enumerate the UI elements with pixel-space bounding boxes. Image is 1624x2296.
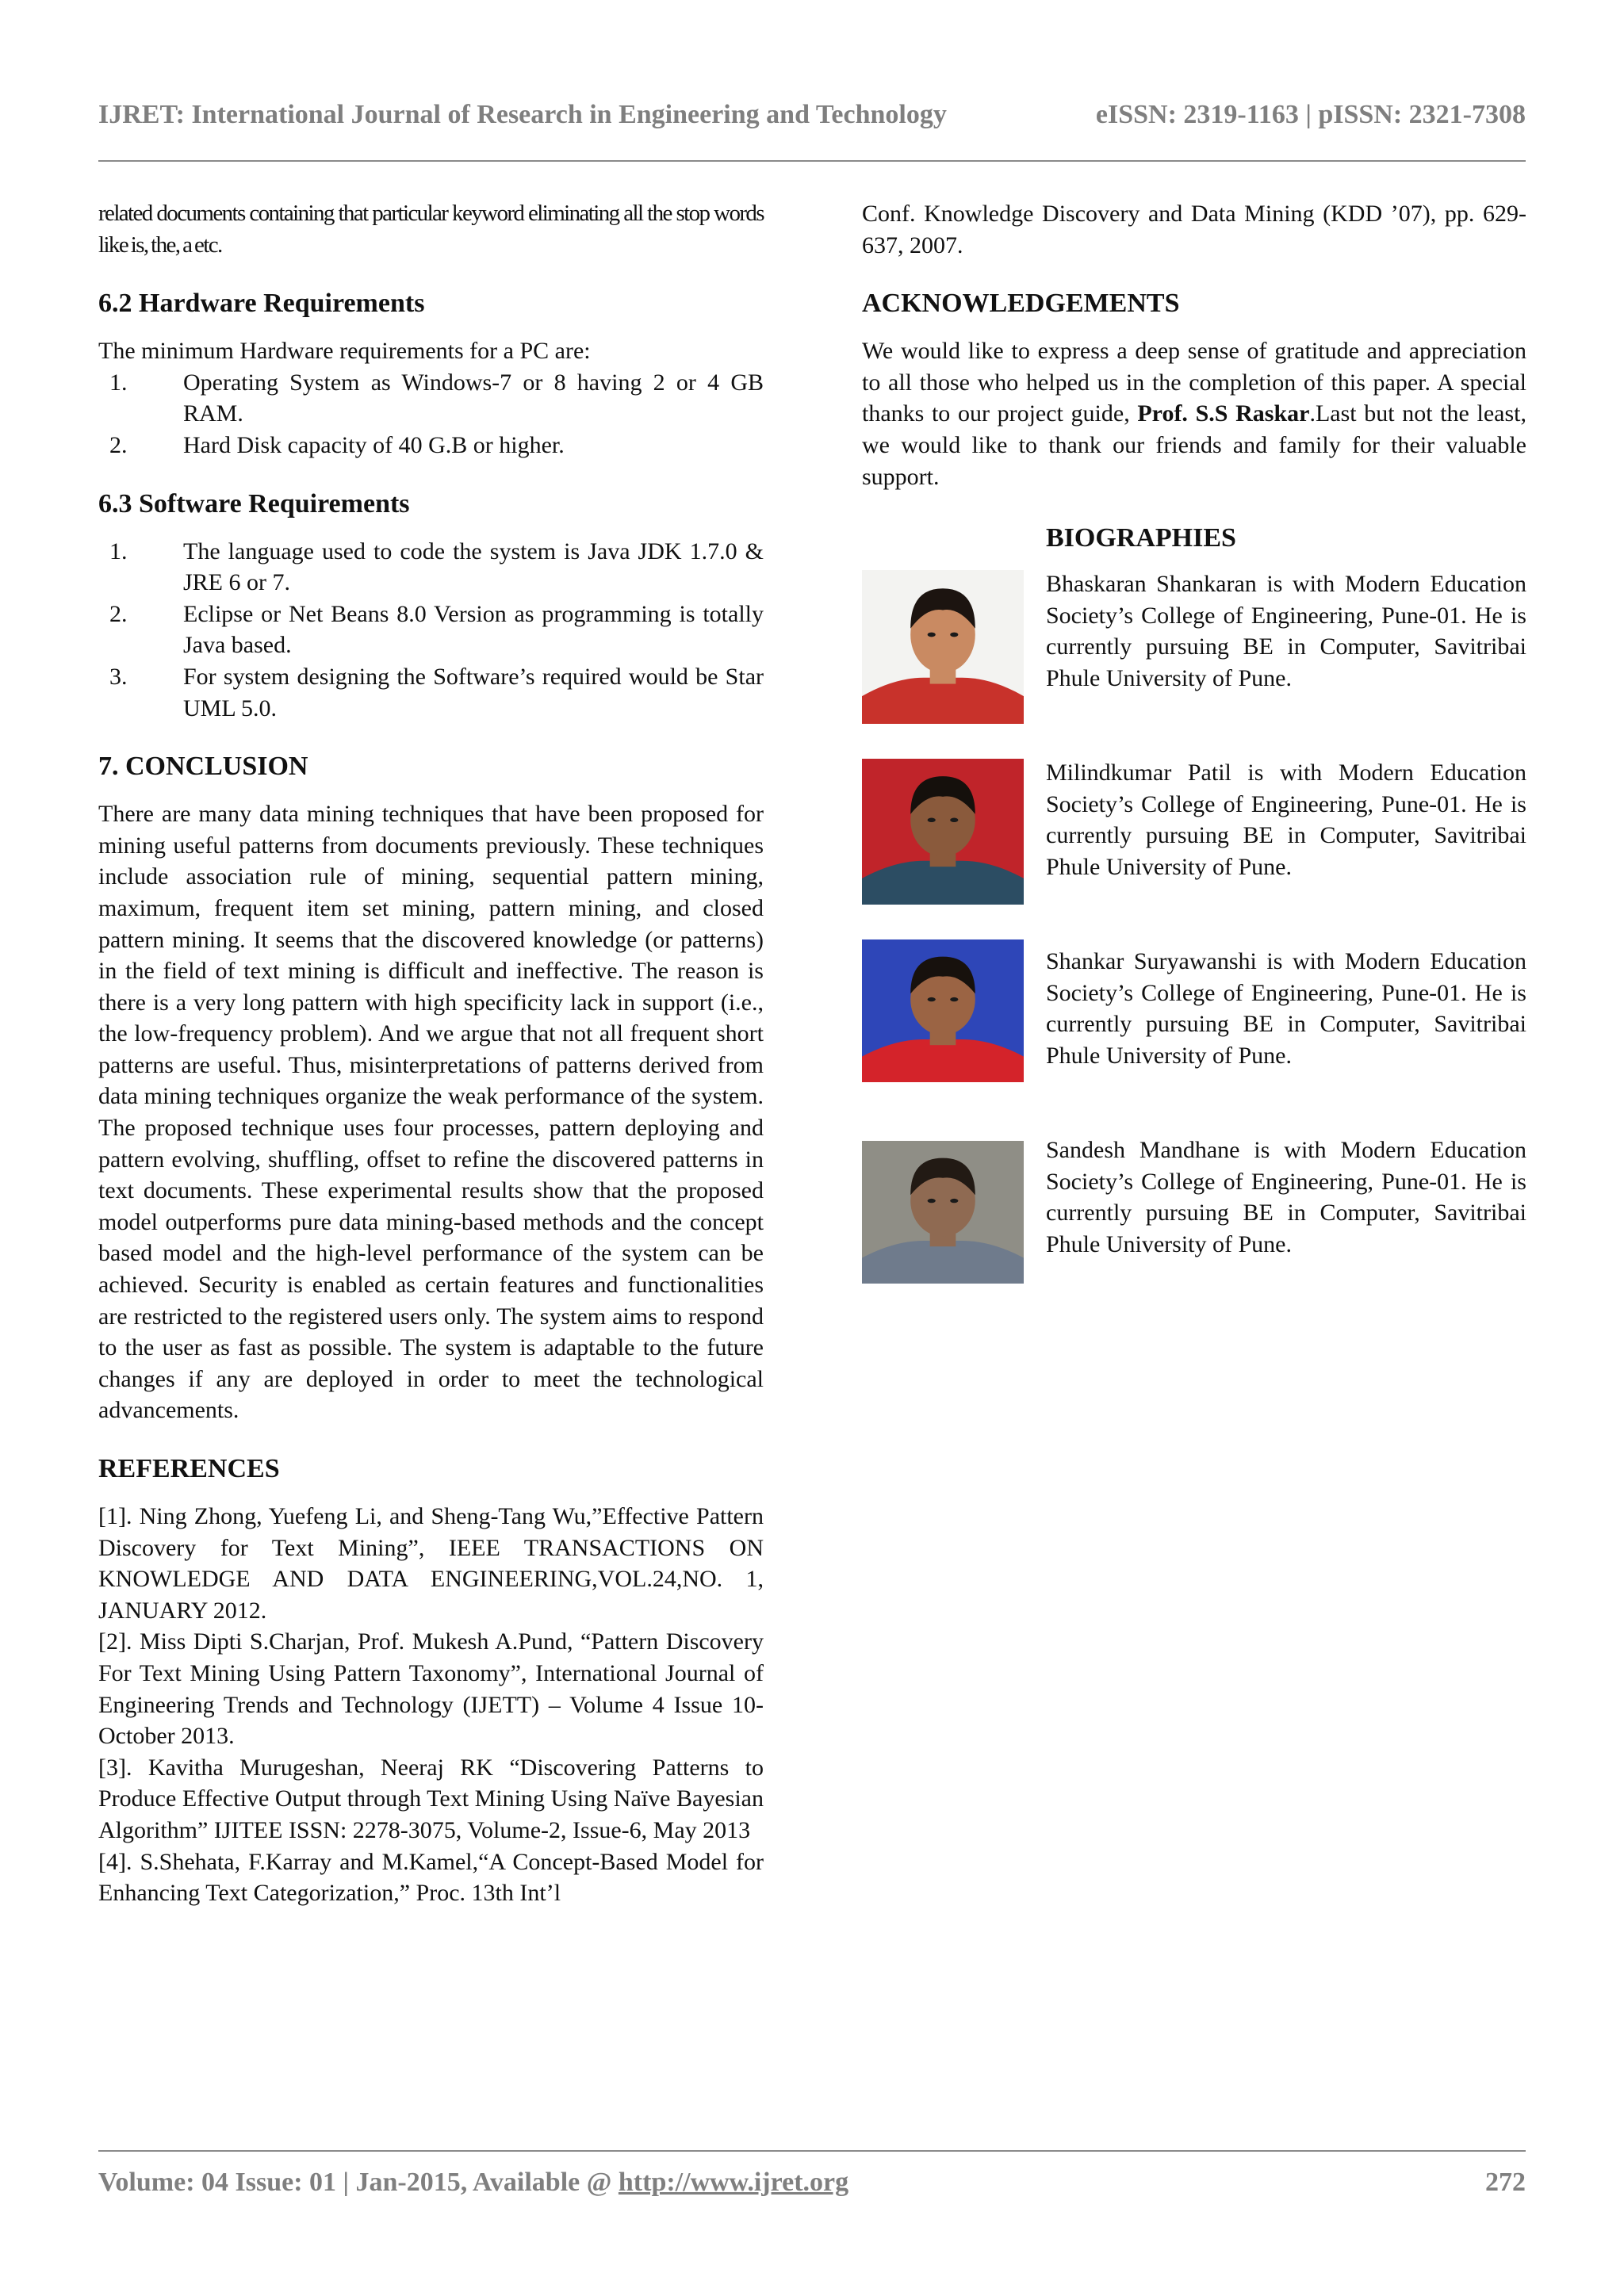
list-item: 3. For system designing the Software’s required would be Star UML 5.0. [109, 663, 764, 721]
reference-item: [2]. Miss Dipti S.Charjan, Prof. Mukesh A.Pund, “Pattern Discovery For Text Mining Using Pattern Taxonomy”, International Journal of Engineering Trends and Technology (IJETT) – Volume 4 Issue 10- October 2013. [98, 1628, 764, 1750]
author-photo [862, 1141, 1024, 1284]
page-footer [98, 2163, 1526, 2202]
page-header [98, 95, 1526, 135]
reference-item: [4]. S.Shehata, F.Karray and M.Kamel,“A Concept-Based Model for Enhancing Text Categorization,” Proc. 13th Int’l [98, 1848, 764, 1907]
reference-item: [3]. Kavitha Murugeshan, Neeraj RK “Discovering Patterns to Produce Effective Output through Text Mining Using Naïve Bayesian Algorithm” IJITEE ISSN: 2278-3075, Volume-2, Issue-6, May 2013 [98, 1754, 764, 1843]
journal-link[interactable]: http://www.ijret.org [618, 2168, 849, 2197]
biography-text: Sandesh Mandhane is with Modern Education Society’s College of Engineering, Pune-01. He is currently pursuing BE in Computer, Savitribai Phule University of Pune. [1046, 1137, 1526, 1257]
author-photo [862, 570, 1024, 724]
acknowledgements-heading: ACKNOWLEDGEMENTS [862, 289, 1180, 319]
intro-paragraph: related documents containing that particular keyword eliminating all the stop words like is, the, a etc. [98, 201, 764, 258]
biography-entry [862, 757, 1526, 946]
hardware-heading: 6.2 Hardware Requirements [98, 289, 425, 319]
biography-entry [862, 946, 1526, 1135]
author-photo [862, 759, 1024, 905]
acknowledgements-paragraph: We would like to express a deep sense of gratitude and appreciation to all those who helped us in the completion of this paper. A special thanks to our project guide, Prof. S.S Raskar.Last but not the least, we would like to thank our friends and family for their valuable support. [862, 338, 1526, 490]
footer-volume: Volume: 04 Issue: 01 | Jan-2015, Available @ http://www.ijret.org [98, 2168, 849, 2197]
software-heading: 6.3 Software Requirements [98, 488, 410, 519]
list-item: 2. Hard Disk capacity of 40 G.B or higher. [109, 431, 565, 458]
issn: eISSN: 2319-1163 | pISSN: 2321-7308 [1095, 100, 1526, 129]
biography-entry [862, 568, 1526, 757]
conclusion-paragraph: There are many data mining techniques that have been proposed for mining useful patterns from documents previously. These techniques include association rule of mining, sequential pattern mining, maximum, frequent item set mining, pattern mining, and closed pattern mining. It seems that the discovered knowledge (or patterns) in the field of text mining is difficult and ineffective. The reason is there is a very long pattern with high specificity lack in support (i.e., the low-frequency problem). And we argue that not all frequent short patterns are useful. Thus, misinterpretations of patterns derived from data mining techniques organize the weak performance of the system. The proposed technique uses four processes, pattern deploying and pattern evolving, shuffling, offset to refine the discovered patterns in text documents. These experimental results show that the proposed model outperforms pure data mining-based methods and the concept based model and the high-level performance of the system can be achieved. Security is enabled as certain features and functionalities are restricted to the registered users only. The system aims to respond to the user as fast as possible. The system is adaptable to the future changes if any are deployed in order to meet the technological advancements. [98, 801, 764, 1424]
biography-text: Shankar Suryawanshi is with Modern Education Society’s College of Engineering, Pune-01. He is currently pursuing BE in Computer, Savitribai Phule University of Pune. [1046, 948, 1526, 1069]
biography-entry [862, 1135, 1526, 1323]
biographies-heading: BIOGRAPHIES [1046, 523, 1236, 553]
footer-divider [98, 2150, 1526, 2152]
list-item: 1. The language used to code the system is Java JDK 1.7.0 & JRE 6 or 7. [109, 538, 764, 596]
guide-name: Prof. S.S Raskar [1137, 400, 1310, 427]
author-photo [862, 939, 1024, 1082]
page-number: 272 [1485, 2168, 1526, 2197]
reference-continuation: Conf. Knowledge Discovery and Data Mining (KDD ’07), pp. 629-637, 2007. [862, 201, 1526, 258]
hardware-list [98, 367, 764, 461]
right-column [862, 198, 1526, 1323]
biographies [862, 568, 1526, 1323]
header-divider [98, 160, 1526, 162]
list-item: 1. Operating System as Windows-7 or 8 having 2 or 4 GB RAM. [109, 369, 764, 427]
journal-title: IJRET: International Journal of Research in Engineering and Technology [98, 100, 947, 129]
conclusion-heading: 7. CONCLUSION [98, 752, 308, 782]
software-list [98, 536, 764, 725]
reference-item: [1]. Ning Zhong, Yuefeng Li, and Sheng-Tang Wu,”Effective Pattern Discovery for Text Mining”, IEEE TRANSACTIONS ON KNOWLEDGE AND DATA ENGINEERING,VOL.24,NO. 1, JANUARY 2012. [98, 1503, 764, 1624]
hardware-intro: The minimum Hardware requirements for a PC are: [98, 338, 591, 365]
left-column [98, 198, 764, 1909]
biography-text: Bhaskaran Shankaran is with Modern Education Society’s College of Engineering, Pune-01. He is currently pursuing BE in Computer, Savitribai Phule University of Pune. [1046, 571, 1526, 691]
list-item: 2. Eclipse or Net Beans 8.0 Version as programming is totally Java based. [109, 600, 764, 659]
references-list [98, 1501, 764, 1909]
biography-text: Milindkumar Patil is with Modern Education Society’s College of Engineering, Pune-01. He is currently pursuing BE in Computer, Savitribai Phule University of Pune. [1046, 760, 1526, 880]
references-heading: REFERENCES [98, 1454, 280, 1483]
